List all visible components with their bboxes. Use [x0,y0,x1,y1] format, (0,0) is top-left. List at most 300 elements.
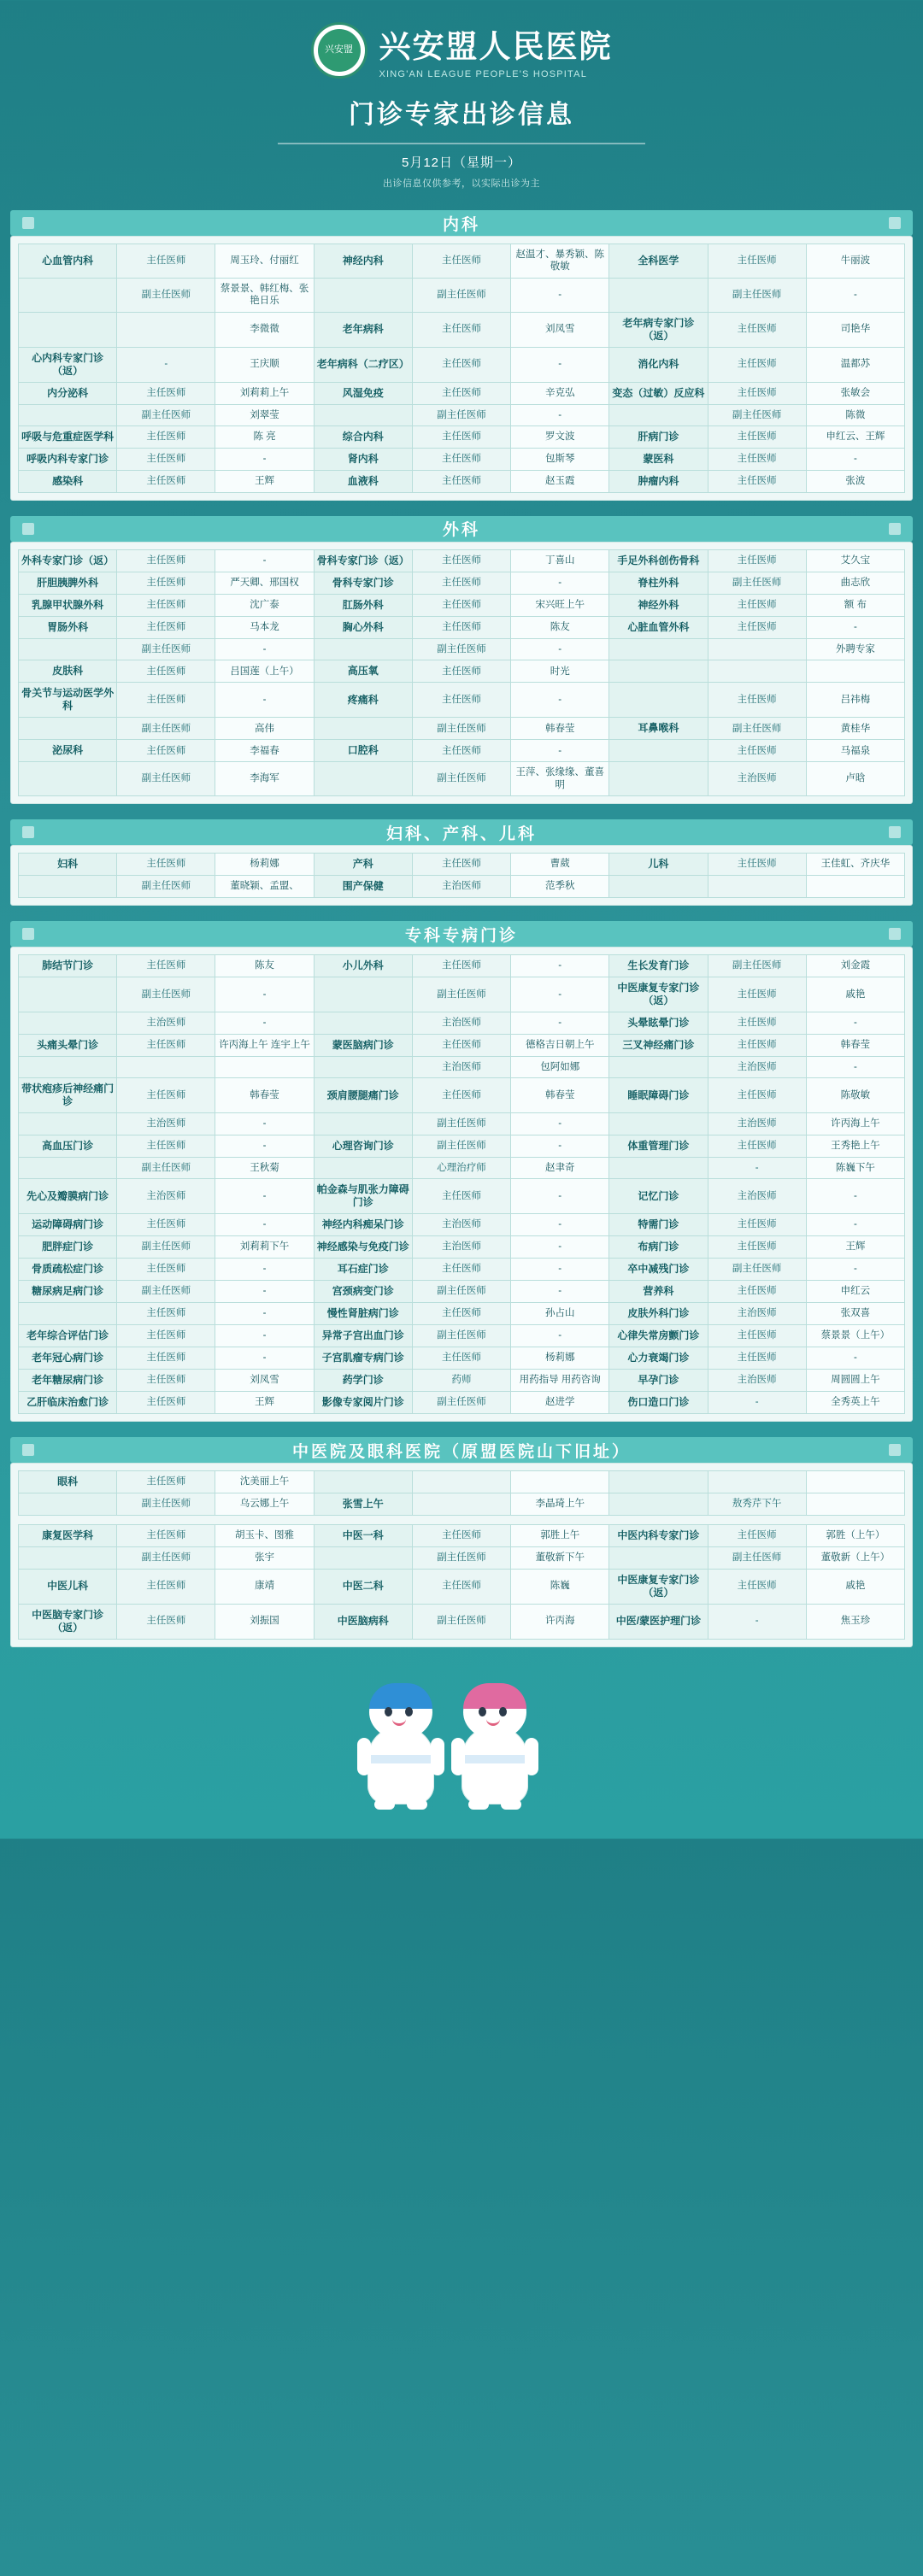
title-divider [278,143,645,144]
table-cell: 主任医师 [412,312,510,347]
table-cell: 康复医学科 [19,1525,117,1547]
mascot-foot-left [468,1799,489,1810]
section-title-bar [10,210,913,236]
section-2 [10,516,913,804]
table-cell: 肿瘤内科 [609,470,708,492]
table-row [19,1525,905,1547]
table-cell: 郭胜上午 [511,1525,609,1547]
schedule-table [18,954,905,1414]
table-cell: 副主任医师 [117,1157,215,1178]
table-cell: 张敏会 [806,382,904,404]
table-cell: 刘翠莹 [215,404,314,425]
table-cell: 中医康复专家门诊（返） [609,977,708,1012]
table-cell: 主任医师 [117,425,215,448]
table-cell: 主治医师 [708,762,806,796]
table-cell: 副主任医师 [708,1547,806,1569]
table-cell: - [806,1347,904,1370]
table-cell [708,876,806,898]
table-cell: 主治医师 [708,1370,806,1392]
table-cell: 肛肠外科 [314,594,412,616]
table-cell: 申红云、王辉 [806,425,904,448]
table-cell [19,977,117,1012]
table-cell [806,1471,904,1493]
table-cell [19,718,117,740]
table-cell: 主任医师 [412,425,510,448]
table-cell: 副主任医师 [412,638,510,660]
table-row [19,1604,905,1639]
mascot-eye-left [479,1707,486,1716]
table-cell: 马本龙 [215,616,314,638]
table-cell: 先心及瓣膜病门诊 [19,1179,117,1214]
table-cell: 主任医师 [117,683,215,718]
table-cell: 主任医师 [412,244,510,279]
table-cell: 刘莉莉下午 [215,1236,314,1259]
table-cell: - [215,1113,314,1135]
table-cell: 主任医师 [708,470,806,492]
table-cell: 子宫肌瘤专病门诊 [314,1347,412,1370]
table-cell: 主任医师 [117,1325,215,1347]
table-cell: 主任医师 [708,1214,806,1236]
table-cell: 主治医师 [412,1012,510,1035]
table-cell: - [215,1135,314,1157]
hospital-brand [0,21,923,79]
table-row [19,1179,905,1214]
table-cell: 董敬新（上午） [806,1547,904,1569]
table-cell: 主任医师 [117,1569,215,1604]
table-cell: - [215,448,314,470]
table-cell: 风湿免疫 [314,382,412,404]
table-cell: 董敬新下午 [511,1547,609,1569]
table-cell [19,876,117,898]
table-row [19,876,905,898]
table-cell: 主任医师 [117,448,215,470]
table-cell: 睡眠障碍门诊 [609,1078,708,1113]
sections-host [0,210,923,1647]
table-cell [609,1547,708,1569]
table-cell: 罗文波 [511,425,609,448]
table-cell: 敖秀芹下午 [708,1493,806,1516]
table-cell [314,1157,412,1178]
table-cell: 颈肩腰腿痛门诊 [314,1078,412,1113]
table-row [19,1547,905,1569]
table-cell: 肝病门诊 [609,425,708,448]
table-cell: 副主任医师 [412,1392,510,1414]
table-cell: 儿科 [609,854,708,876]
table-cell: 陈友 [511,616,609,638]
table-cell [314,977,412,1012]
table-row [19,572,905,594]
table-cell: 综合内科 [314,425,412,448]
table-cell: 三叉神经痛门诊 [609,1035,708,1057]
table-row [19,382,905,404]
table-cell: 肥胖症门诊 [19,1236,117,1259]
table-cell: 康靖 [215,1569,314,1604]
table-cell [609,683,708,718]
table-cell: 主任医师 [117,616,215,638]
table-cell: 包斯琴 [511,448,609,470]
table-cell: - [511,404,609,425]
table-cell: - [806,1259,904,1281]
table-cell: 主治医师 [412,876,510,898]
table-cell: 感染科 [19,470,117,492]
table-cell: 运动障碍病门诊 [19,1214,117,1236]
table-cell: 全秀英上午 [806,1392,904,1414]
table-cell: 主任医师 [117,1035,215,1057]
table-cell: 主任医师 [708,1078,806,1113]
table-cell: 主任医师 [708,382,806,404]
table-cell: 主任医师 [117,955,215,977]
section-title: 专科专病门诊 [404,926,518,945]
brand-text-block [379,21,613,79]
table-cell: - [215,1325,314,1347]
table-cell: 主任医师 [708,854,806,876]
table-row [19,1303,905,1325]
table-cell: 蒙医科 [609,448,708,470]
table-cell: 韩春莹 [215,1078,314,1113]
table-cell: - [215,1281,314,1303]
table-cell: 主任医师 [412,1347,510,1370]
table-cell: 主任医师 [412,1525,510,1547]
table-cell [806,876,904,898]
table-cell [609,404,708,425]
table-cell: - [511,572,609,594]
table-row [19,616,905,638]
table-cell: 陈巍下午 [806,1157,904,1178]
table-cell: 杨莉娜 [215,854,314,876]
table-cell: 主任医师 [412,1569,510,1604]
table-row [19,718,905,740]
mascot-band [462,1755,528,1763]
table-cell: 影像专家阅片门诊 [314,1392,412,1414]
page-header [0,0,923,195]
table-cell: 主任医师 [117,1604,215,1639]
table-cell: - [215,638,314,660]
table-cell: 赵玉霞 [511,470,609,492]
table-cell: - [215,1259,314,1281]
table-cell [609,1157,708,1178]
table-cell: 陈 亮 [215,425,314,448]
section-card [10,845,913,906]
table-cell [609,740,708,762]
table-row [19,1113,905,1135]
table-row [19,955,905,977]
table-cell: 副主任医师 [117,638,215,660]
table-cell: 耳石症门诊 [314,1259,412,1281]
table-cell: 主任医师 [412,594,510,616]
table-cell: 韩春莹 [511,718,609,740]
table-cell: 老年糖尿病门诊 [19,1370,117,1392]
table-cell: 副主任医师 [117,718,215,740]
table-cell: 吕国莲（上午） [215,660,314,683]
table-cell: 胃肠外科 [19,616,117,638]
table-cell: 老年综合评估门诊 [19,1325,117,1347]
hospital-name-en: XING'AN LEAGUE PEOPLE'S HOSPITAL [379,69,588,79]
table-cell: 主任医师 [412,955,510,977]
table-cell: - [806,448,904,470]
table-cell: 主治医师 [117,1113,215,1135]
table-cell: 乙肝临床治愈门诊 [19,1392,117,1414]
table-cell: 中医脑专家门诊（返） [19,1604,117,1639]
table-cell: 皮肤科 [19,660,117,683]
table-cell: 主任医师 [412,382,510,404]
table-cell: 糖尿病足病门诊 [19,1281,117,1303]
table-cell: 神经外科 [609,594,708,616]
table-cell: 胡玉卡、图雅 [215,1525,314,1547]
table-cell: 刘振国 [215,1604,314,1639]
table-cell: 蒙医脑病门诊 [314,1035,412,1057]
table-cell: 副主任医师 [708,718,806,740]
table-cell: 主任医师 [117,1392,215,1414]
table-row [19,1281,905,1303]
table-row [19,425,905,448]
table-row [19,1347,905,1370]
table-cell: 刘凤雪 [511,312,609,347]
table-cell: - [511,955,609,977]
table-cell: 卒中减残门诊 [609,1259,708,1281]
table-cell: 主任医师 [117,1303,215,1325]
table-cell [609,278,708,312]
table-cell: 消化内科 [609,347,708,382]
section-card [10,947,913,1422]
table-cell: 心理咨询门诊 [314,1135,412,1157]
table-cell [19,1493,117,1516]
table-row [19,244,905,279]
table-cell: 王秀艳上午 [806,1135,904,1157]
mascot-eye-right [405,1707,413,1716]
table-cell: 高伟 [215,718,314,740]
table-cell: - [215,1347,314,1370]
table-cell: 外聘专家 [806,638,904,660]
table-cell: 主任医师 [708,1569,806,1604]
footer-mascots [0,1676,923,1804]
schedule-table [18,1524,905,1639]
table-cell: 主任医师 [412,572,510,594]
table-cell [609,1493,708,1516]
table-cell: 胸心外科 [314,616,412,638]
table-cell: 副主任医师 [412,1325,510,1347]
table-cell: 孙占山 [511,1303,609,1325]
table-cell [609,1057,708,1078]
table-cell: 许丙海上午 连宇上午 [215,1035,314,1057]
table-cell: 时光 [511,660,609,683]
table-cell [314,638,412,660]
table-cell [609,762,708,796]
table-cell: 生长发育门诊 [609,955,708,977]
table-cell: 李福春 [215,740,314,762]
table-cell: 用药指导 用药咨询 [511,1370,609,1392]
table-cell: 老年病科 [314,312,412,347]
table-cell: 郭胜（上午） [806,1525,904,1547]
table-row [19,1236,905,1259]
table-spacer [18,1516,905,1524]
table-cell: 骨科专家门诊 [314,572,412,594]
schedule-table [18,1470,905,1516]
table-cell: 主任医师 [412,1303,510,1325]
table-cell: 李晶琦上午 [511,1493,609,1516]
table-cell [806,1493,904,1516]
table-cell: 主任医师 [117,572,215,594]
section-title: 妇科、产科、儿科 [385,824,537,843]
table-cell: 戚艳 [806,977,904,1012]
table-cell: 丁喜山 [511,549,609,572]
table-cell: 主任医师 [117,1525,215,1547]
table-cell: 脊柱外科 [609,572,708,594]
table-cell: 乳腺甲状腺外科 [19,594,117,616]
table-cell: - [215,549,314,572]
table-cell: - [511,1135,609,1157]
table-cell [609,638,708,660]
table-cell [19,1113,117,1135]
table-cell: 王佳虹、齐庆华 [806,854,904,876]
table-cell: - [511,1179,609,1214]
table-cell: 辛克弘 [511,382,609,404]
table-cell: 主任医师 [117,549,215,572]
table-cell: 手足外科创伤骨科 [609,549,708,572]
table-cell: 主任医师 [412,1078,510,1113]
table-cell: 主任医师 [708,549,806,572]
table-cell: 中医一科 [314,1525,412,1547]
table-cell: 副主任医师 [117,404,215,425]
table-cell: 艾久宝 [806,549,904,572]
table-cell: 主任医师 [412,549,510,572]
table-cell: 神经内科痴呆门诊 [314,1214,412,1236]
table-cell: 内分泌科 [19,382,117,404]
table-cell: 副主任医师 [117,1281,215,1303]
table-row [19,470,905,492]
table-cell: 主任医师 [412,347,510,382]
table-cell: 副主任医师 [412,1547,510,1569]
table-cell: 陈友 [215,955,314,977]
table-cell: 副主任医师 [412,1113,510,1135]
table-row [19,660,905,683]
disclaimer-note: 出诊信息仅供参考，以实际出诊为主 [383,179,540,189]
table-cell: 心力衰竭门诊 [609,1347,708,1370]
table-cell [19,638,117,660]
table-cell: 王庆顺 [215,347,314,382]
mascot-body [367,1726,434,1804]
table-cell: 主治医师 [412,1214,510,1236]
table-cell: 主任医师 [117,1259,215,1281]
table-cell: 王辉 [806,1236,904,1259]
table-cell: - [708,1604,806,1639]
table-cell: 中医内科专家门诊 [609,1525,708,1547]
section-4 [10,921,913,1422]
table-cell: - [511,278,609,312]
table-cell [314,1113,412,1135]
table-cell: 头晕眩晕门诊 [609,1012,708,1035]
table-cell: 主任医师 [412,448,510,470]
table-cell [609,1113,708,1135]
table-cell: - [215,1012,314,1035]
table-cell: 黄桂华 [806,718,904,740]
table-cell [314,1057,412,1078]
table-cell: 戚艳 [806,1569,904,1604]
table-row [19,1569,905,1604]
section-title: 外科 [442,521,480,540]
table-cell: - [215,683,314,718]
table-cell: 许丙海 [511,1604,609,1639]
table-cell: 小儿外科 [314,955,412,977]
table-cell: 曹葳 [511,854,609,876]
table-cell: 神经内科 [314,244,412,279]
table-cell: 主任医师 [412,854,510,876]
table-cell: - [806,616,904,638]
table-cell: 中医二科 [314,1569,412,1604]
table-cell: 刘莉莉上午 [215,382,314,404]
table-cell: 老年病专家门诊（返） [609,312,708,347]
table-cell: 主任医师 [708,1135,806,1157]
table-cell [19,1547,117,1569]
table-cell [314,1471,412,1493]
table-cell: 副主任医师 [412,718,510,740]
mascot-arm-right [431,1738,444,1775]
table-cell: 呼吸与危重症医学科 [19,425,117,448]
table-cell: 心理治疗师 [412,1157,510,1178]
table-cell: - [511,1113,609,1135]
table-cell: 主任医师 [117,382,215,404]
table-cell: 副主任医师 [117,1493,215,1516]
table-cell [314,278,412,312]
table-cell [511,1471,609,1493]
table-row [19,1078,905,1113]
mascot-band [367,1755,434,1763]
table-cell: 副主任医师 [117,1236,215,1259]
table-cell: 头痛头晕门诊 [19,1035,117,1057]
mascot-body [462,1726,528,1804]
table-cell: 张雪上午 [314,1493,412,1516]
table-cell [19,404,117,425]
section-card [10,236,913,501]
table-cell: 韩春莹 [806,1035,904,1057]
section-title-bar [10,921,913,947]
table-cell: 周圆圆上午 [806,1370,904,1392]
table-cell: 许丙海上午 [806,1113,904,1135]
table-cell [412,1493,510,1516]
table-cell: 主任医师 [708,1012,806,1035]
table-row [19,1325,905,1347]
table-cell: 刘凤雪 [215,1370,314,1392]
table-cell: 主任医师 [708,616,806,638]
table-cell: 心内科专家门诊（返） [19,347,117,382]
table-cell: 老年冠心病门诊 [19,1347,117,1370]
table-cell: - [708,1392,806,1414]
mascot-eye-right [499,1707,507,1716]
table-cell: 主治医师 [708,1179,806,1214]
table-cell: 宋兴旺上午 [511,594,609,616]
table-cell [314,1547,412,1569]
table-cell: - [511,1259,609,1281]
table-cell: - [215,1179,314,1214]
table-cell: 主任医师 [117,1347,215,1370]
section-5 [10,1437,913,1646]
table-cell: 副主任医师 [412,762,510,796]
table-row [19,1012,905,1035]
table-cell: 陈巍 [511,1569,609,1604]
table-cell: - [511,1012,609,1035]
table-cell: 主治医师 [708,1057,806,1078]
table-cell: 主任医师 [708,740,806,762]
table-cell: 中医康复专家门诊（返） [609,1569,708,1604]
table-cell: 主任医师 [412,740,510,762]
table-cell: - [511,1281,609,1303]
table-cell: 副主任医师 [708,278,806,312]
table-cell: 副主任医师 [117,278,215,312]
table-row [19,1157,905,1178]
mascot-foot-right [501,1799,521,1810]
mascot-foot-right [407,1799,427,1810]
mascot-right [462,1726,528,1804]
table-cell: 董晓颖、孟盟、 [215,876,314,898]
